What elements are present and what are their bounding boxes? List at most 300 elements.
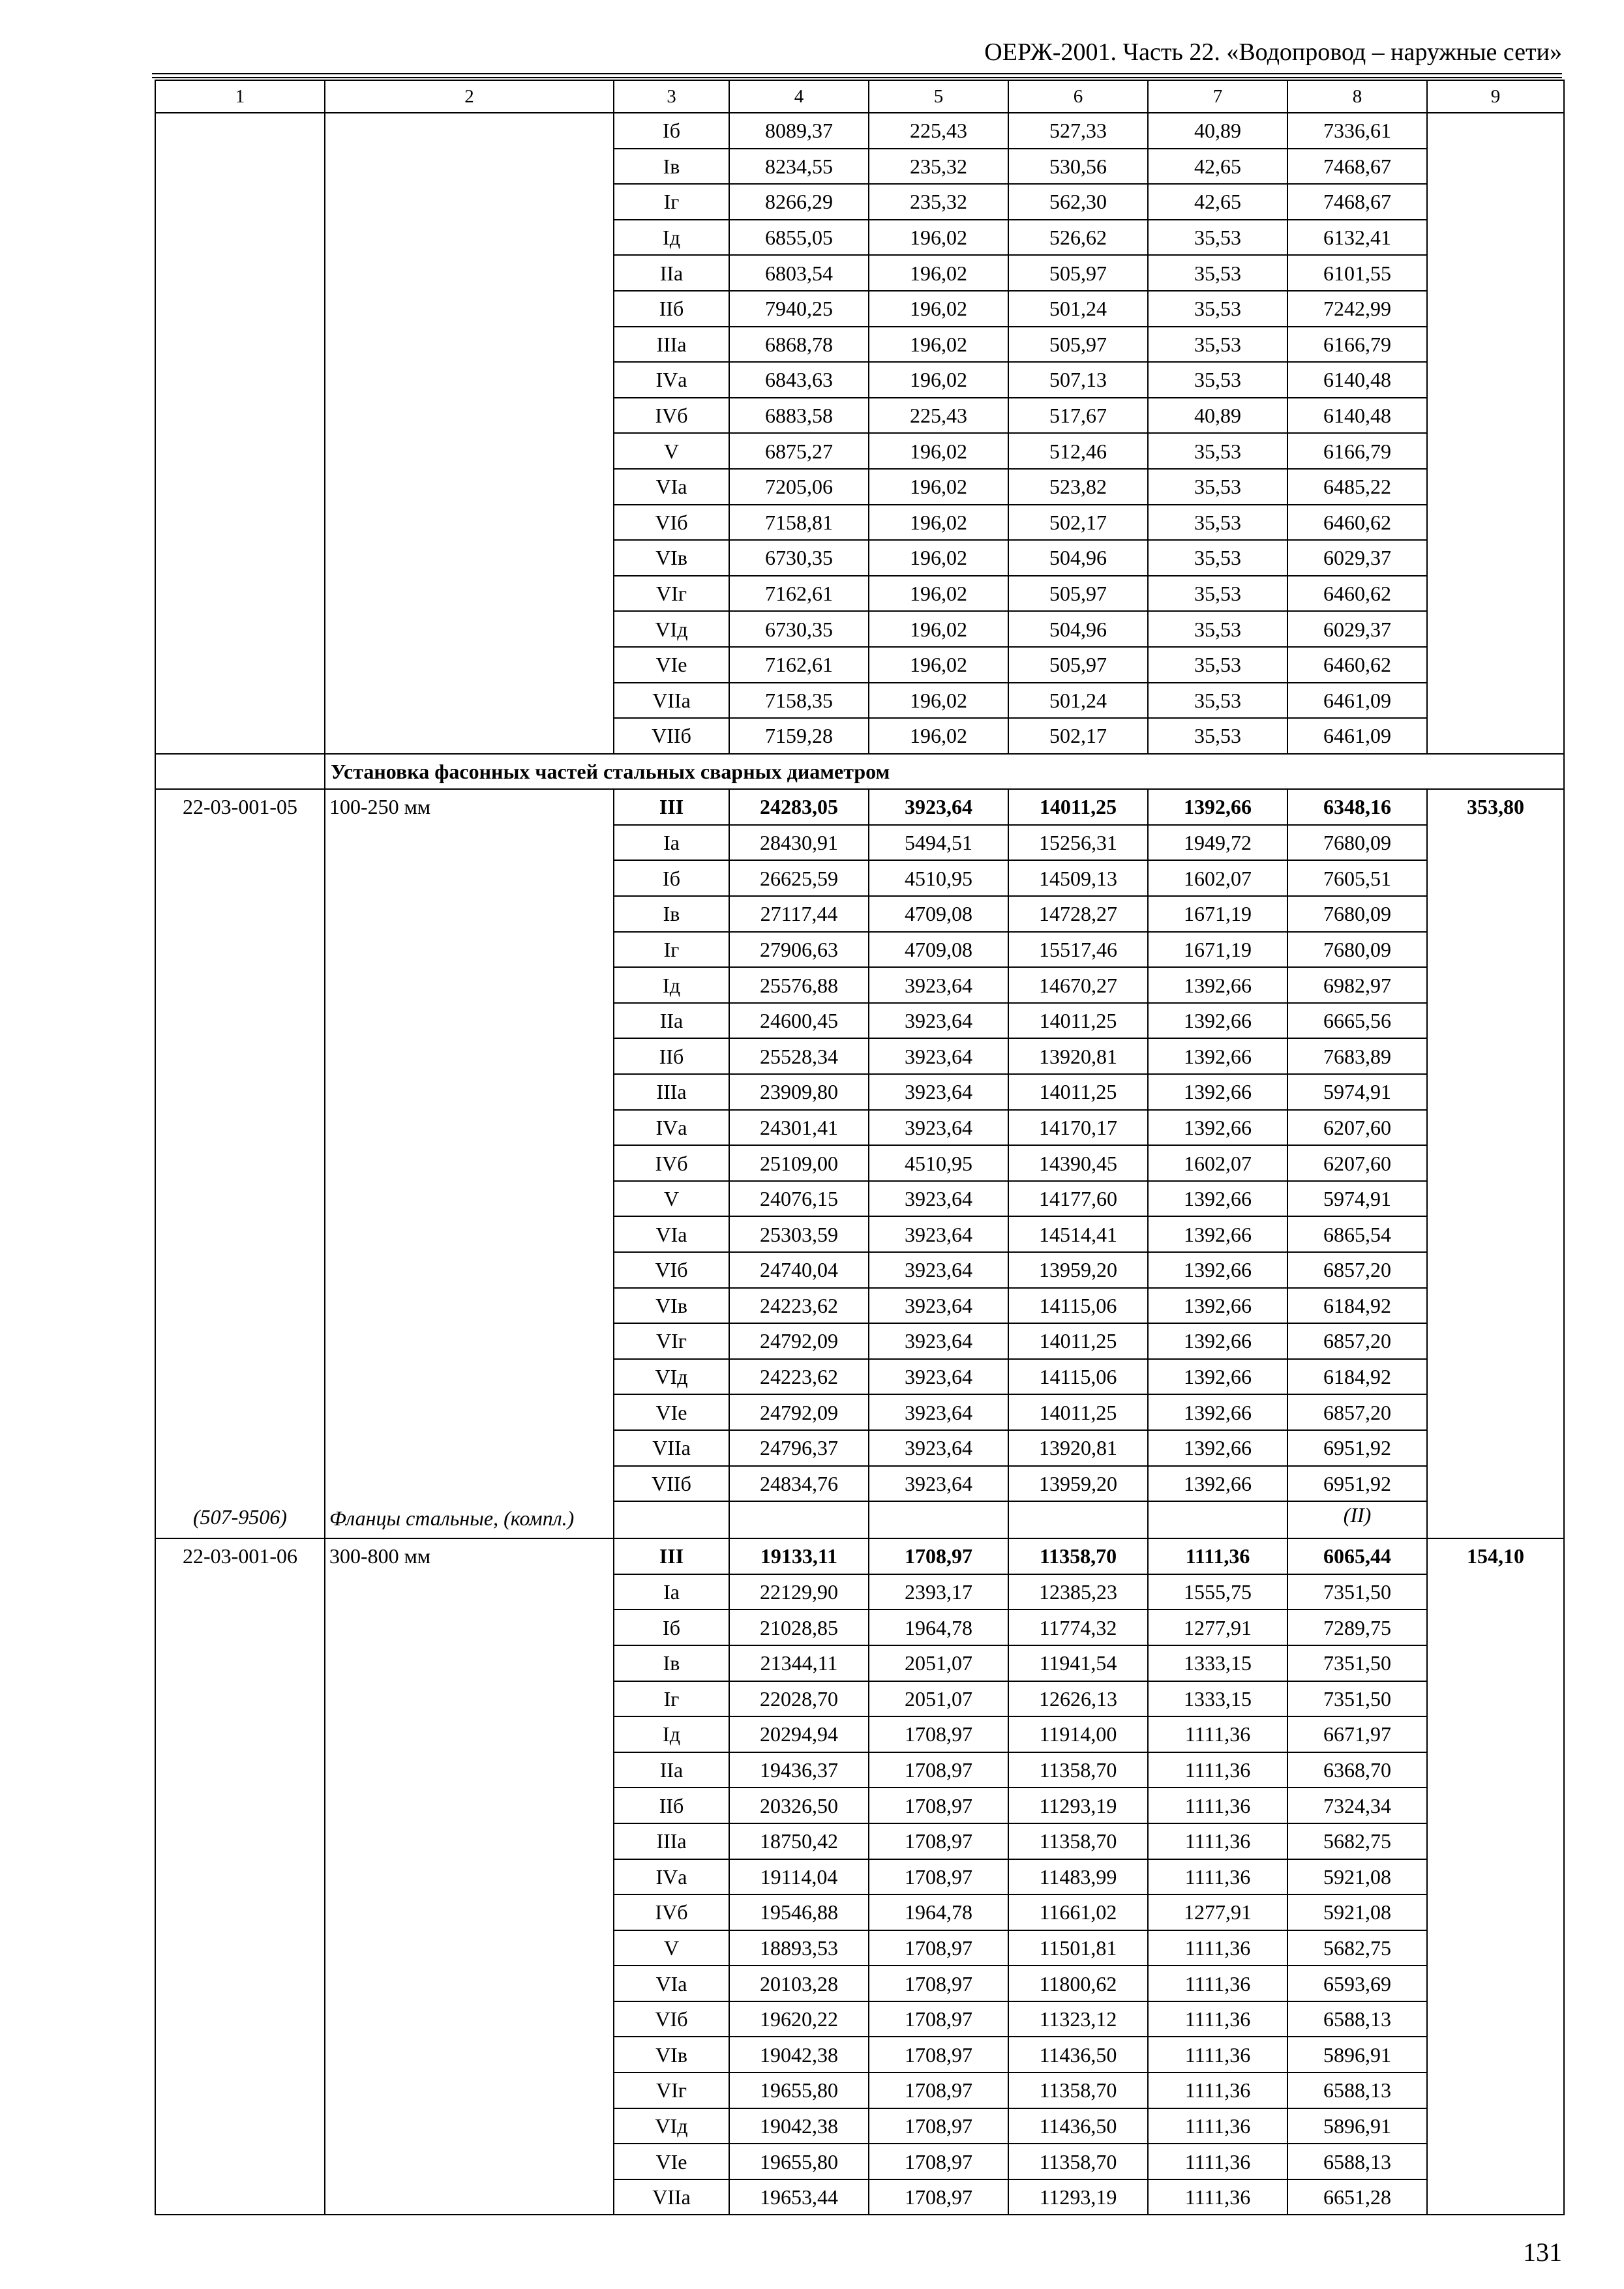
table-row [155,1788,1564,1823]
zone-cell: V [614,1930,729,1966]
value-cell: 25303,59 [729,1216,869,1252]
value-cell: 4709,08 [869,932,1008,968]
table-cell [325,327,614,363]
price-table [155,80,1565,2215]
material-unit: (II) [1287,1501,1427,1538]
value-cell: 7158,35 [729,683,869,719]
column-header: 2 [325,80,614,113]
table-row [155,1716,1564,1752]
table-cell [325,1003,614,1039]
value-cell: 1708,97 [869,2144,1008,2179]
value-cell: 523,82 [1008,469,1148,505]
value-cell: 3923,64 [869,1216,1008,1252]
table-cell [325,1288,614,1324]
value-cell: 35,53 [1148,291,1287,327]
table-row [155,1609,1564,1645]
value-cell: 1392,66 [1148,1323,1287,1359]
value-cell: 527,33 [1008,113,1148,149]
table-row [155,1003,1564,1039]
value-cell: 6460,62 [1287,647,1427,683]
table-cell [155,469,325,505]
table-cell [1427,2072,1564,2108]
zone-cell: V [614,1181,729,1217]
zone-cell: IVа [614,1859,729,1895]
value-cell: 19653,44 [729,2179,869,2215]
zone-cell: III [614,1538,729,1574]
value-cell: 1708,97 [869,2108,1008,2144]
material-name: Фланцы стальные, (компл.) [329,1506,575,1531]
value-cell: 530,56 [1008,149,1148,185]
value-cell: 1671,19 [1148,932,1287,968]
column-header: 8 [1287,80,1427,113]
value-cell: 14115,06 [1008,1288,1148,1324]
table-cell [1427,1752,1564,1788]
value-cell: 1111,36 [1148,2144,1287,2179]
value-cell: 3923,64 [869,967,1008,1003]
zone-cell: Iг [614,1681,729,1717]
value-cell: 3923,64 [869,1359,1008,1395]
value-cell: 7351,50 [1287,1681,1427,1717]
zone-cell: VIв [614,540,729,576]
section-title-row [155,754,1564,790]
table-row [155,1181,1564,1217]
table-cell [155,2179,325,2215]
table-cell [155,398,325,434]
column-header: 1 [155,80,325,113]
table-cell [1427,1574,1564,1610]
value-cell: 24223,62 [729,1359,869,1395]
table-row [155,291,1564,327]
value-cell: 5896,91 [1287,2037,1427,2072]
table-cell [325,113,614,149]
table-row [155,113,1564,149]
value-cell: 6588,13 [1287,2001,1427,2037]
value-cell: 6588,13 [1287,2072,1427,2108]
table-cell [325,1394,614,1430]
value-cell: 3923,64 [869,789,1008,825]
table-cell [155,540,325,576]
table-cell [325,2001,614,2037]
zone-cell: Iг [614,184,729,220]
table-row [155,255,1564,291]
value-cell: 1392,66 [1148,1288,1287,1324]
value-cell: 35,53 [1148,255,1287,291]
table-cell [325,611,614,647]
value-cell: 19620,22 [729,2001,869,2037]
table-cell [155,1323,325,1359]
value-cell: 6461,09 [1287,683,1427,719]
value-cell: 11800,62 [1008,1966,1148,2001]
table-row [155,1216,1564,1252]
zone-cell: Iг [614,932,729,968]
table-cell [155,1430,325,1466]
value-cell: 235,32 [869,149,1008,185]
value-cell: 11661,02 [1008,1894,1148,1930]
value-cell: 505,97 [1008,327,1148,363]
value-cell: 6730,35 [729,611,869,647]
table-cell [1427,1216,1564,1252]
table-row [155,2108,1564,2144]
value-cell: 196,02 [869,683,1008,719]
table-cell [1427,967,1564,1003]
value-cell: 19042,38 [729,2037,869,2072]
table-cell [1427,113,1564,149]
value-cell: 505,97 [1008,255,1148,291]
value-cell: 196,02 [869,718,1008,754]
value-cell: 21028,85 [729,1609,869,1645]
table-cell [155,1894,325,1930]
zone-cell: VIг [614,576,729,612]
table-cell [1427,184,1564,220]
table-cell [325,647,614,683]
value-cell: 2393,17 [869,1574,1008,1610]
col9-value: 353,80 [1427,789,1564,825]
zone-cell: IIб [614,291,729,327]
value-cell: 1392,66 [1148,1003,1287,1039]
value-cell: 562,30 [1008,184,1148,220]
table-cell [325,2144,614,2179]
zone-cell: VIг [614,1323,729,1359]
value-cell: 19655,80 [729,2072,869,2108]
table-cell [155,1752,325,1788]
page-number: 131 [1523,2237,1562,2267]
value-cell: 13959,20 [1008,1466,1148,1502]
value-cell: 517,67 [1008,398,1148,434]
table-row [155,433,1564,469]
table-cell [325,469,614,505]
value-cell: 23909,80 [729,1074,869,1110]
table-cell [1148,1501,1287,1538]
zone-cell: VIа [614,1966,729,2001]
value-cell: 19042,38 [729,2108,869,2144]
value-cell: 24796,37 [729,1430,869,1466]
table-cell [1427,2179,1564,2215]
section-title: Установка фасонных частей стальных сварных диаметром [325,754,1564,790]
value-cell: 1708,97 [869,1752,1008,1788]
value-cell: 6951,92 [1287,1466,1427,1502]
value-cell: 35,53 [1148,433,1287,469]
zone-cell: Iд [614,967,729,1003]
value-cell: 1708,97 [869,2037,1008,2072]
zone-cell: IIа [614,255,729,291]
table-cell [155,1394,325,1430]
zone-cell: IIб [614,1788,729,1823]
zone-cell: VIIб [614,718,729,754]
value-cell: 1392,66 [1148,967,1287,1003]
zone-cell: III [614,789,729,825]
table-cell [325,291,614,327]
value-cell: 1708,97 [869,1859,1008,1895]
table-row [155,1538,1564,1574]
value-cell: 1708,97 [869,1716,1008,1752]
value-cell: 6857,20 [1287,1252,1427,1288]
table-cell [325,825,614,861]
value-cell: 19546,88 [729,1894,869,1930]
column-header: 4 [729,80,869,113]
table-cell [325,362,614,398]
column-header: 6 [1008,80,1148,113]
value-cell: 7605,51 [1287,860,1427,896]
value-cell: 14670,27 [1008,967,1148,1003]
value-cell: 6166,79 [1287,327,1427,363]
value-cell: 24283,05 [729,789,869,825]
table-cell [869,1501,1008,1538]
value-cell: 505,97 [1008,647,1148,683]
value-cell: 1111,36 [1148,1716,1287,1752]
table-cell [325,1145,614,1181]
zone-cell: Iб [614,860,729,896]
value-cell: 196,02 [869,540,1008,576]
table-cell [325,1252,614,1288]
table-cell [325,398,614,434]
value-cell: 225,43 [869,113,1008,149]
table-cell [1427,1038,1564,1074]
header-rule [152,73,1562,74]
value-cell: 35,53 [1148,540,1287,576]
table-cell [1427,1894,1564,1930]
table-cell [1427,1859,1564,1895]
value-cell: 1111,36 [1148,2179,1287,2215]
table-cell [155,1681,325,1717]
table-row [155,860,1564,896]
table-header-row [155,80,1564,113]
table-cell [155,1216,325,1252]
value-cell: 19436,37 [729,1752,869,1788]
value-cell: 6207,60 [1287,1145,1427,1181]
value-cell: 196,02 [869,255,1008,291]
zone-cell: IIа [614,1752,729,1788]
table-row [155,1110,1564,1146]
value-cell: 1949,72 [1148,825,1287,861]
table-cell [325,1645,614,1681]
table-cell [155,1859,325,1895]
value-cell: 1964,78 [869,1609,1008,1645]
value-cell: 6665,56 [1287,1003,1427,1039]
value-cell: 6857,20 [1287,1394,1427,1430]
table-cell [325,2037,614,2072]
value-cell: 8234,55 [729,149,869,185]
value-cell: 8266,29 [729,184,869,220]
table-row [155,1323,1564,1359]
table-row [155,932,1564,968]
value-cell: 6730,35 [729,540,869,576]
table-cell [155,967,325,1003]
value-cell: 42,65 [1148,149,1287,185]
value-cell: 1555,75 [1148,1574,1287,1610]
table-cell [325,540,614,576]
table-cell [325,860,614,896]
value-cell: 6803,54 [729,255,869,291]
table-cell [1427,1359,1564,1395]
value-cell: 14170,17 [1008,1110,1148,1146]
value-cell: 22028,70 [729,1681,869,1717]
table-cell [325,718,614,754]
value-cell: 7940,25 [729,291,869,327]
value-cell: 196,02 [869,220,1008,256]
table-row [155,2179,1564,2215]
value-cell: 5494,51 [869,825,1008,861]
table-cell [155,1359,325,1395]
table-cell [155,1609,325,1645]
value-cell: 6951,92 [1287,1430,1427,1466]
value-cell: 1708,97 [869,1788,1008,1823]
table-cell [1427,1788,1564,1823]
table-row [155,1574,1564,1610]
value-cell: 1111,36 [1148,2001,1287,2037]
table-cell [1427,327,1564,363]
value-cell: 6065,44 [1287,1538,1427,1574]
zone-cell: VIе [614,647,729,683]
value-cell: 14514,41 [1008,1216,1148,1252]
value-cell: 6461,09 [1287,718,1427,754]
zone-cell: VIб [614,1252,729,1288]
value-cell: 5974,91 [1287,1181,1427,1217]
value-cell: 6875,27 [729,433,869,469]
value-cell: 4510,95 [869,860,1008,896]
table-cell [1427,718,1564,754]
table-cell [325,1681,614,1717]
table-cell [155,2037,325,2072]
rate-code: 22-03-001-06 [155,1538,325,1574]
value-cell: 7336,61 [1287,113,1427,149]
zone-cell: VIд [614,611,729,647]
col9-value: 154,10 [1427,1538,1564,1574]
zone-cell: IIIа [614,327,729,363]
table-cell [155,2108,325,2144]
table-cell [1427,1003,1564,1039]
table-cell [155,255,325,291]
zone-cell: VIг [614,2072,729,2108]
value-cell: 35,53 [1148,362,1287,398]
table-cell [325,1430,614,1466]
table-cell [155,1930,325,1966]
value-cell: 19114,04 [729,1859,869,1895]
value-cell: 1392,66 [1148,1252,1287,1288]
value-cell: 11774,32 [1008,1609,1148,1645]
value-cell: 1671,19 [1148,896,1287,932]
zone-cell: IIа [614,1003,729,1039]
value-cell: 6184,92 [1287,1288,1427,1324]
value-cell: 27906,63 [729,932,869,968]
table-row [155,896,1564,932]
table-cell [325,683,614,719]
value-cell: 1277,91 [1148,1609,1287,1645]
value-cell: 196,02 [869,505,1008,541]
value-cell: 196,02 [869,611,1008,647]
value-cell: 18893,53 [729,1930,869,1966]
table-cell [1427,2001,1564,2037]
zone-cell: VIб [614,505,729,541]
table-cell [155,149,325,185]
table-row [155,184,1564,220]
value-cell: 24223,62 [729,1288,869,1324]
value-cell: 7205,06 [729,469,869,505]
value-cell: 20294,94 [729,1716,869,1752]
table-cell [1427,2108,1564,2144]
value-cell: 14011,25 [1008,789,1148,825]
value-cell: 1277,91 [1148,1894,1287,1930]
value-cell: 22129,90 [729,1574,869,1610]
table-cell [325,896,614,932]
table-cell [1427,433,1564,469]
zone-cell: VIд [614,1359,729,1395]
value-cell: 501,24 [1008,683,1148,719]
table-row [155,1288,1564,1324]
zone-cell: IVб [614,1894,729,1930]
table-cell [1427,398,1564,434]
table-cell [325,1716,614,1752]
value-cell: 14011,25 [1008,1323,1148,1359]
value-cell: 35,53 [1148,327,1287,363]
table-cell [325,1323,614,1359]
value-cell: 196,02 [869,327,1008,363]
table-cell [155,1574,325,1610]
table-row [155,1074,1564,1110]
value-cell: 18750,42 [729,1823,869,1859]
table-cell [1427,469,1564,505]
value-cell: 196,02 [869,362,1008,398]
value-cell: 6132,41 [1287,220,1427,256]
value-cell: 7162,61 [729,576,869,612]
value-cell: 11914,00 [1008,1716,1148,1752]
zone-cell: Iа [614,1574,729,1610]
table-row [155,1930,1564,1966]
table-cell [1427,1145,1564,1181]
value-cell: 6207,60 [1287,1110,1427,1146]
table-cell [325,1181,614,1217]
zone-cell: VIIа [614,2179,729,2215]
value-cell: 6460,62 [1287,505,1427,541]
table-cell [325,1752,614,1788]
table-row [155,1252,1564,1288]
table-cell [155,825,325,861]
table-cell [1427,2037,1564,2072]
table-row [155,1466,1564,1502]
running-header: ОЕРЖ-2001. Часть 22. «Водопровод – наружные сети» [984,38,1562,66]
value-cell: 1708,97 [869,1823,1008,1859]
table-row [155,825,1564,861]
table-cell [155,433,325,469]
value-cell: 6843,63 [729,362,869,398]
table-cell [155,896,325,932]
value-cell: 14011,25 [1008,1003,1148,1039]
table-cell [1427,255,1564,291]
table-cell [155,2144,325,2179]
table-cell [155,362,325,398]
table-cell [155,1145,325,1181]
value-cell: 1708,97 [869,2001,1008,2037]
value-cell: 7159,28 [729,718,869,754]
zone-cell: VIе [614,1394,729,1430]
table-cell [325,1966,614,2001]
table-cell [155,860,325,896]
value-cell: 7351,50 [1287,1645,1427,1681]
table-row [155,1966,1564,2001]
table-cell [325,1038,614,1074]
value-cell: 502,17 [1008,505,1148,541]
table-cell [155,683,325,719]
table-cell [155,754,325,790]
table-cell [1427,1716,1564,1752]
value-cell: 1708,97 [869,1538,1008,1574]
value-cell: 196,02 [869,576,1008,612]
table-cell [155,1466,325,1502]
value-cell: 26625,59 [729,860,869,896]
table-cell [1427,1966,1564,2001]
value-cell: 5974,91 [1287,1074,1427,1110]
value-cell: 3923,64 [869,1038,1008,1074]
zone-cell: IIIа [614,1074,729,1110]
